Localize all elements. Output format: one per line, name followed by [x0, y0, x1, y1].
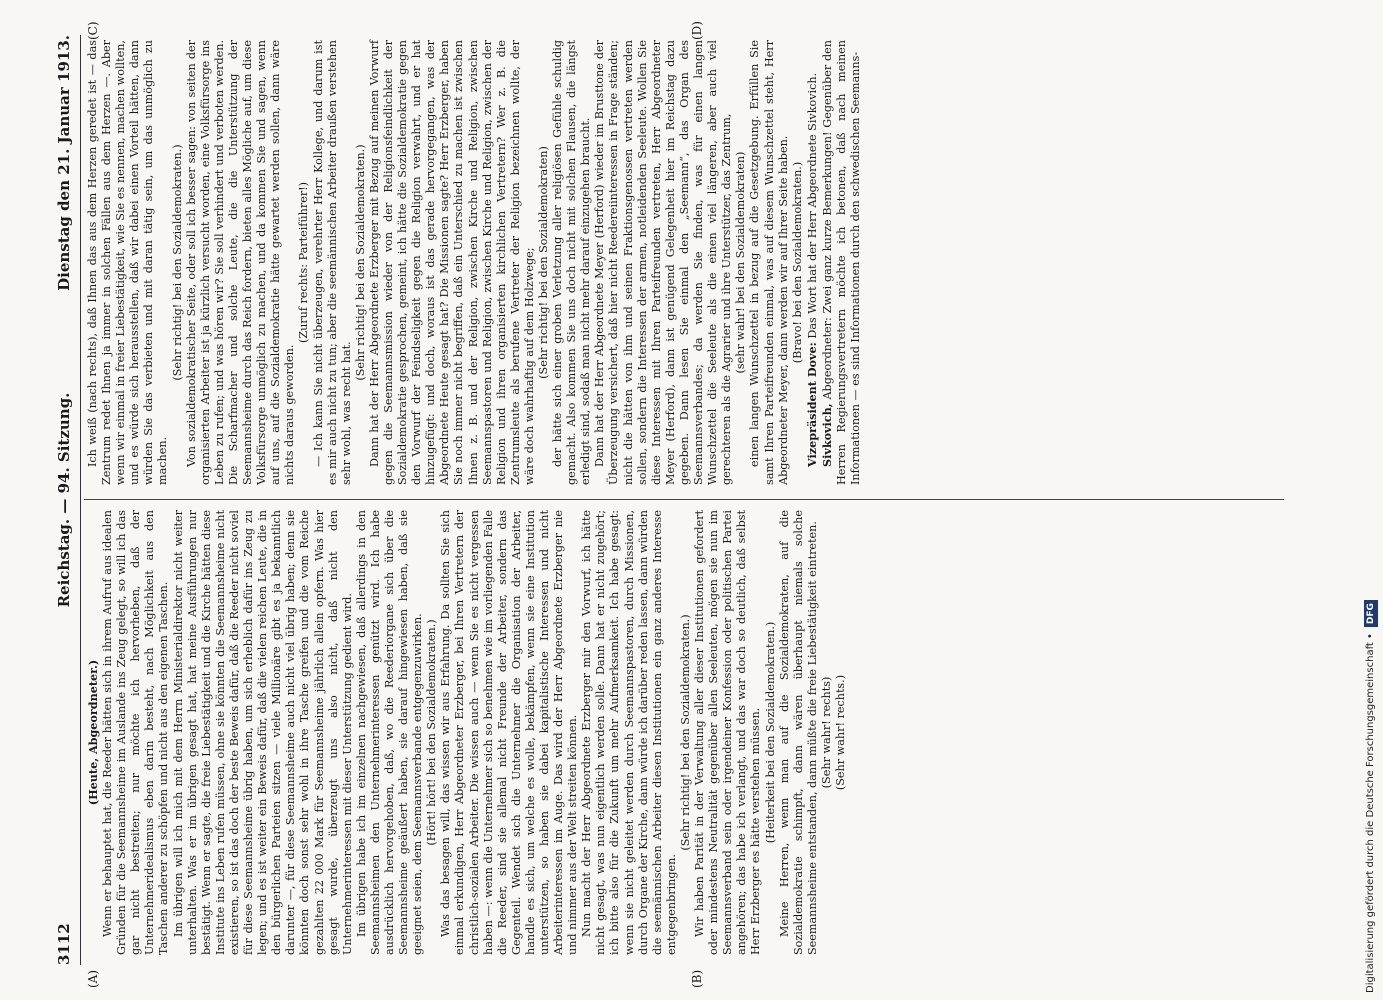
paragraph — [171, 40, 185, 485]
paragraph — [185, 40, 298, 485]
margin-marker-b: (B) — [690, 969, 704, 988]
page-number: 3112 — [55, 923, 73, 965]
paragraph-text: Dann hat der Herr Abgeordnete Meyer (Herford) wieder im Brusttone der Überzeugung versichert, daß hier nicht Reedereiinteressen in Frage ständen; nicht die hätten von ihm und seinen Fraktionsgenossen vertreten werden sollen, sondern die Interessen der armen, notleidenden Seeleute. Wollen Sie diese Interessen mit Ihren Parteifreunden vertreten, Herr Abgeordneter Meyer (Herford), dann ist genügend Gelegenheit hier im Reichstag dazu gegeben. Dann lesen Sie einmal den „Seemann“, das Organ des Seemannsverbandes; da werden Sie finden, was für einen langen Wunschzettel die Seeleute als die einen viel längeren, aber auch viel gerechteren als die Agrarier und ihre Unterstützer, das Zentrum, — [593, 40, 734, 485]
paragraph-text: (Bravo! bei den Sozialdemokraten.) — [790, 161, 804, 364]
paragraph-text: Wenn er behauptet hat, die Reeder hätten sich in ihrem Aufruf aus idealen Gründen für die Seemannsheime im Auslande ins Zeug gelegt, so will ich das gar nicht bestreiten; nur möchte ich hervorheben, daß der Unternehmeridealismus eben darin besteht, nach Möglichkeit aus den Taschen anderer zu schöpfen und nicht aus den eigenen Taschen. — [101, 510, 171, 955]
margin-marker-a: (A) — [86, 969, 100, 988]
paragraph — [551, 40, 593, 485]
session-date: Dienstag den 21. Januar 1913. — [55, 35, 73, 291]
paragraph — [820, 40, 863, 485]
paragraph-text: (Sehr richtig! bei den Sozialdemokraten.) — [678, 614, 692, 851]
paragraph — [172, 510, 355, 955]
paragraph — [312, 40, 354, 485]
paragraph-text: (Sehr wahr! rechts) — [819, 676, 833, 789]
paragraph-text: Dann hat der Herr Abgeordnete Erzberger mit Bezug auf meinen Vorwurf gegen die Seemannsmission wieder von der Religionsfeindlichkeit der Sozialdemokratie gesprochen, gemeint, ich hätte die Sozialdemokratie gegen den Vorwurf der Feindseligkeit gegen die Religion verwahrt, und er hat hinzugefügt: und doch, woraus ist das gerade hervorgegangen, was der Abgeordnete Heute gesagt hat? Die Missionen sagte? Herr Erzberger, haben Sie noch immer nicht begriffen, daß ein Unterschied zu machen ist zwischen Ihnen z. B. und der Religion, zwischen Kirche und Religion, zwischen Seemannspastoren und Religion, zwischen Kirche und Religion, zwischen der Religion und ihren organisierten kirchlichen Vertretern? Wer z. B. die Zentrumsleute als berufene Vertreter der Religion bezeichnen wollte, der wäre doch wahrhaftig auf dem Holzwege; — [367, 40, 536, 485]
paragraph — [439, 510, 580, 955]
paragraph-text: Im übrigen habe ich im einzelnen nachgewiesen, daß allerdings in den Seemannsheimen den Unternehmerinteressen genützt wird. Ich habe ausdrücklich hervorgehoben, daß, wo die Reederiorgane sich über die Seemannsheime geäußert haben, sie darauf hingewiesen haben, daß sie geeignet seien, dem Seemannsverbande entgegenzuwirken. — [354, 510, 425, 955]
paragraph-text: Ich weiß (nach rechts), daß Ihnen das aus dem Herzen geredet ist — das Zentrum redet Ihnen ja immer in solchen Fällen aus dem Herzen —. Aber wenn wir einmal in freier Liebestätigkeit, wie Sie es nennen, machen wollten, und es würde sich herausstellen, daß wir dabei einen Vorteil hätten, dann würden Sie das verbieten und mit daran tätig sein, um das unmöglich zu machen. — [86, 40, 170, 485]
paragraph — [791, 40, 805, 485]
paragraph-text: Nun macht der Herr Abgeordnete Erzberger mir den Vorwurf, ich hätte nicht gesagt, was nun eigentlich werden solle. Dann hat er nicht zugehört; ich bitte also für die Zukunft um mehr Aufmerksamkeit. Ich habe gesagt: wenn sie nicht geleitet werden durch Seemannspastoren, durch Missionen, durch Organe der Kirche, dann würde ich darüber reden lassen, dann würden die seemännischen Arbeiter diesen Institutionen ein ganz anderes Interesse entgegenbringen. — [580, 510, 678, 955]
paragraph-text: (Zuruf rechts: Parteiführer!) — [297, 181, 311, 344]
paragraph — [86, 40, 171, 485]
paragraph-text: (Hört! hört! bei den Sozialdemokraten.) — [425, 619, 439, 846]
paragraph-text: Meine Herren, wenn man auf die Sozialdemokraten, auf die Sozialdemokratie schimpft, dann wären überhaupt niemals solche Seemannsheime entstanden, dann müßte die freie Liebestätigkeit eintreten. — [777, 510, 819, 955]
paragraph-text: (Heiterkeit bei den Sozialdemokraten.) — [763, 621, 777, 844]
paragraph — [354, 40, 368, 485]
paragraph — [86, 510, 101, 955]
paragraph — [748, 40, 790, 485]
paragraph-text: (sehr wahr! bei den Sozialdemokraten) — [734, 151, 748, 374]
right-text-column — [86, 40, 863, 485]
paragraph — [820, 510, 834, 955]
speaker-name: Sivkovich, — [819, 403, 834, 467]
paragraph-text: Wir haben Parität in der Verwaltung aller dieser Institutionen gefordert oder mindestens Neutralität gegenüber allen Seeleuten, mögen sie nun im Seemannsverband sein oder irgendeiner Konfession oder politischen Partei angehören; das habe ich verlangt, und das war doch so deutlich, daß selbst Herr Erzberger es hätte verstehen müssen. — [693, 510, 763, 955]
paragraph-text: Von sozialdemokratischer Seite, oder soll ich besser sagen: von seiten der organisierten Arbeiter ist ja kürzlich versucht worden, eine Volksfürsorge ins Leben zu rufen; und was hören wir? Sie soll verhindert und verboten werden. Die Scharfmacher und solche Leute, die die Unterstützung der Seemannsheime durch das Reich fordern, bieten alles Mögliche auf, um diese Volksfürsorge unmöglich zu machen, und da kommen Sie und sagen, wenn auf uns, auf die Sozialdemokratie hätte gewartet werden sollen, dann wäre nichts daraus geworden. — [184, 40, 297, 485]
page-header — [55, 35, 79, 965]
paragraph-text: Abgeordneter: Zwei ganz kurze Bemerkungen! Gegenüber den Herren Regierungsvertretern möchte ich betonen, daß nach meinen Informationen — es sind Informationen durch den schwedischen Seemanns- — [820, 40, 863, 485]
paragraph — [580, 510, 679, 955]
paragraph — [425, 510, 439, 955]
paragraph — [355, 510, 425, 955]
left-text-column — [86, 510, 848, 955]
paragraph-text: — Ich kann Sie nicht überzeugen, verehrter Herr Kollege, und darum ist es mir auch nicht zu tun; aber die seemännischen Arbeiter draußen verstehen sehr wohl, was recht hat. — [311, 40, 353, 485]
margin-marker-d: (D) — [690, 21, 704, 40]
margin-marker-c: (C) — [86, 21, 100, 40]
paragraph — [368, 40, 537, 485]
paragraph-text: Das Wort hat der Herr Abgeordnete Sivkovich. — [805, 72, 819, 339]
speaker-name: (Heute, Abgeordneter.) — [86, 659, 100, 806]
paragraph — [778, 510, 820, 955]
paragraph — [101, 510, 171, 955]
digitization-credit — [1360, 8, 1382, 993]
column-divider — [84, 499, 1284, 500]
paragraph — [297, 40, 311, 485]
paragraph — [834, 510, 848, 955]
paragraph-text: Im übrigen will ich mich mit dem Herrn Ministerialdirektor nicht weiter unterhalten. Was er im übrigen gesagt hat, hat meine Ausführungen nur bestätigt. Wenn er sagte, die freie Liebestätigkeit und die Kirche hätten diese Institute ins Leben rufen müssen, ohne sie könnten die Seemannsheime nicht existieren, so ist das doch der beste Beweis dafür, daß die Reeder nicht soviel für diese Seemannsheime übrig haben, um sich erheblich dafür ins Zeug zu legen; und es ist weiter ein Beweis dafür, daß die vielen reichen Leute, die in den bürgerlichen Parteien sitzen — viele Millionäre gibt es ja bekanntlich darunter —, für diese Seemannsheime auch nicht viel übrig haben; denn sie könnten doch sonst sehr wohl in ihre Tasche greifen und die vom Reiche gezahlten 22 000 Mark für Seemannsheime jährlich allein opfern. Was hier gesagt wurde, überzeugt uns also nicht, daß nicht den Unternehmerinteressen mit dieser Unterstützung gedient wird. — [171, 510, 354, 955]
paragraph — [693, 510, 763, 955]
paragraph — [679, 510, 693, 955]
paragraph — [764, 510, 778, 955]
header-rule — [80, 35, 81, 965]
session-title: Reichstag. — 94. Sitzung. — [55, 392, 73, 608]
speaker-name: Vizepräsident Dove: — [804, 342, 819, 467]
paragraph — [734, 40, 748, 485]
paragraph-text: einen langen Wunschzettel in bezug auf die Gesetzgebung. Erfüllen Sie samt Ihren Parteifreunden einmal, was auf diesem Wunschzettel steht, Herr Abgeordneter Meyer, dann werden wir auf Ihrer Seite haben. — [748, 40, 790, 485]
paragraph-text: (Sehr wahr! rechts.) — [833, 674, 847, 791]
paragraph — [805, 40, 820, 485]
paragraph — [593, 40, 734, 485]
dfg-logo: DFG — [1364, 600, 1378, 627]
paragraph-text: der hätte sich einer groben Verletzung aller religiösen Gefühle schuldig gemacht. Also kommen Sie uns doch nicht mit solchen Flausen, die längst erledigt sind, sodaß man nicht mehr darauf einzugehen braucht. — [551, 40, 593, 485]
paragraph — [537, 40, 551, 485]
paragraph-text: Was das besagen will, das wissen wir aus Erfahrung. Da sollten Sie sich einmal erkundigen, Herr Abgeordneter Erzberger, bei Ihren Vertretern der christlich-sozialen Arbeiter. Die wissen auch — wenn Sie es nicht vergessen haben —: wenn die Unternehmer sich so benehmen wie im vorliegenden Falle die Reeder, sind sie allemal nicht Freunde der Arbeiter, sondern das Gegenteil. Wendet sich die Unternehmer die Organisation der Arbeiter, handle es sich, um welche es wolle, bekämpfen, wenn sie eine Institution unterstützen, so haben sie dabei kapitalistische Interessen und nicht Arbeiterinteressen im Auge. Das wird der Herr Abgeordnete Erzberger nie und nimmer aus der Welt streiten können. — [439, 510, 580, 955]
paragraph-text: (Sehr richtig! bei den Sozialdemokraten.) — [170, 144, 184, 381]
credit-text: Digitalisierung gefördert durch die Deutsche Forschungsgemeinschaft • — [1365, 633, 1376, 993]
paragraph-text: (Sehr richtig! bei den Sozialdemokraten.) — [353, 144, 367, 381]
paragraph-text: (Sehr richtig! bei den Sozialdemokraten) — [537, 146, 550, 379]
